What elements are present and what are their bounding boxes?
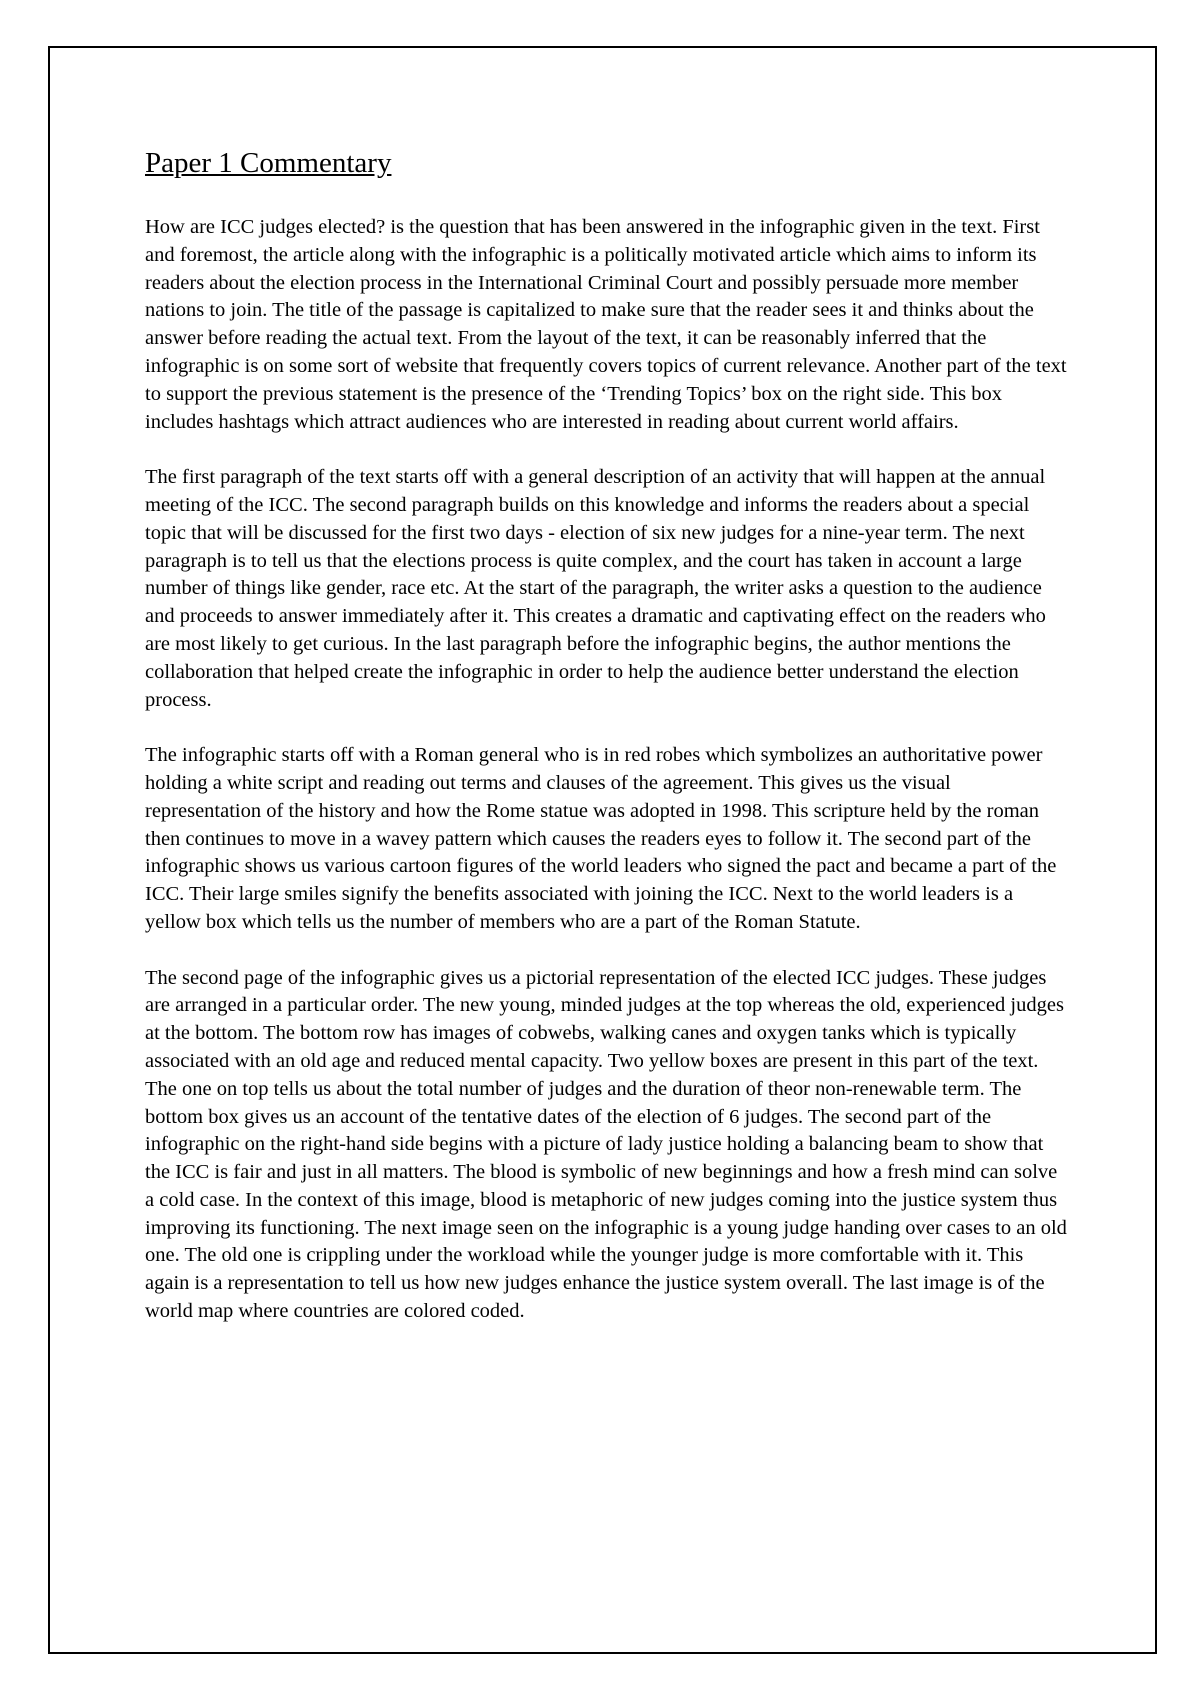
document-body (145, 145, 1070, 1354)
paragraph-3: The infographic starts off with a Roman general who is in red robes which symbolizes an authoritative power holding a white script and reading out terms and clauses of the agreement. This gives us the visual representation of the history and how the Rome statue was adopted in 1998. This scripture held by the roman then continues to move in a wavey pattern which causes the readers eyes to follow it. The second part of the infographic shows us various cartoon figures of the world leaders who signed the pact and became a part of the ICC. Their large smiles signify the benefits associated with joining the ICC. Next to the world leaders is a yellow box which tells us the number of members who are a part of the Roman Statute. (145, 744, 1057, 933)
paragraph-1: How are ICC judges elected? is the question that has been answered in the infographic given in the text. First and foremost, the article along with the infographic is a politically motivated article which aims to inform its readers about the election process in the International Criminal Court and possibly persuade more member nations to join. The title of the passage is capitalized to make sure that the reader sees it and thinks about the answer before reading the actual text. From the layout of the text, it can be reasonably inferred that the infographic is on some sort of website that frequently covers topics of current relevance. Another part of the text to support the previous statement is the presence of the ‘Trending Topics’ box on the right side. This box includes hashtags which attract audiences who are interested in reading about current world affairs. (145, 216, 1067, 433)
paragraph-4: The second page of the infographic gives us a pictorial representation of the elected ICC judges. These judges are arranged in a particular order. The new young, minded judges at the top whereas the old, experienced judges at the bottom. The bottom row has images of cobwebs, walking canes and oxygen tanks which is typically associated with an old age and reduced mental capacity. Two yellow boxes are present in this part of the text. The one on top tells us about the total number of judges and the duration of theor non-renewable term. The bottom box gives us an account of the tentative dates of the election of 6 judges. The second part of the infographic on the right-hand side begins with a picture of lady justice holding a balancing beam to show that the ICC is fair and just in all matters. The blood is symbolic of new beginnings and how a fresh mind can solve a cold case. In the context of this image, blood is metaphoric of new judges coming into the justice system thus improving its functioning. The next image seen on the infographic is a young judge handing over cases to an old one. The old one is crippling under the workload while the younger judge is more comfortable with it. This again is a representation to tell us how new judges enhance the justice system overall. The last image is of the world map where countries are colored coded. (145, 966, 1067, 1323)
paragraph-2: The first paragraph of the text starts off with a general description of an activity that will happen at the annual meeting of the ICC. The second paragraph builds on this knowledge and informs the readers about a special topic that will be discussed for the first two days - election of six new judges for a nine-year term. The next paragraph is to tell us that the elections process is quite complex, and the court has taken in account a large number of things like gender, race etc. At the start of the paragraph, the writer asks a question to the audience and proceeds to answer immediately after it. This creates a dramatic and captivating effect on the readers who are most likely to get curious. In the last paragraph before the infographic begins, the author mentions the collaboration that helped create the infographic in order to help the audience better understand the election process. (145, 466, 1046, 711)
document-title: Paper 1 Commentary (145, 147, 392, 179)
